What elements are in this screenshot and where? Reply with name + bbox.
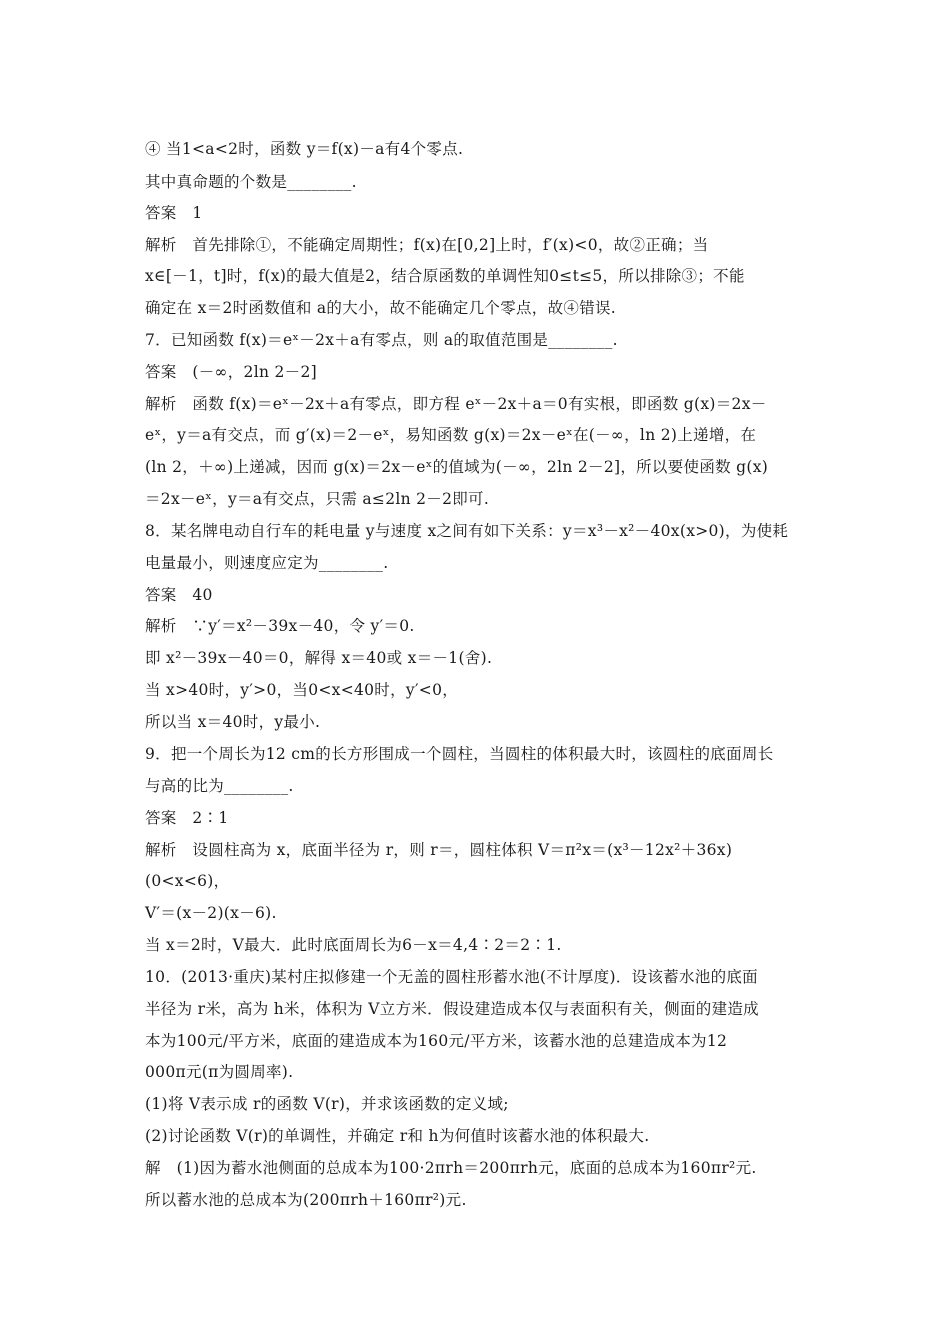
- text-line: (1)将 V表示成 r的函数 V(r)，并求该函数的定义域;: [145, 1095, 509, 1113]
- text-line: 解析 设圆柱高为 x，底面半径为 r，则 r＝，圆柱体积 V＝π²x＝(x³－12x²＋36x): [145, 841, 733, 859]
- text-line: 10．(2013·重庆)某村庄拟修建一个无盖的圆柱形蓄水池(不计厚度)．设该蓄水池的底面: [145, 968, 758, 986]
- text-line: 本为100元/平方米，底面的建造成本为160元/平方米，该蓄水池的总建造成本为12: [145, 1032, 728, 1050]
- text-line: eˣ，y＝a有交点，而 g′(x)＝2－eˣ，易知函数 g(x)＝2x－eˣ在(－∞，ln 2)上递增，在: [145, 426, 757, 444]
- text-line: (2)讨论函数 V(r)的单调性，并确定 r和 h为何值时该蓄水池的体积最大.: [145, 1127, 650, 1145]
- text-line: 解 (1)因为蓄水池侧面的总成本为100·2πrh＝200πrh元，底面的总成本为160πr²元.: [145, 1159, 757, 1177]
- text-line: ④ 当1<a<2时，函数 y＝f(x)－a有4个零点.: [145, 140, 464, 158]
- text-line: 当 x>40时，y′>0，当0<x<40时，y′<0，: [145, 681, 459, 699]
- text-line: (ln 2，＋∞)上递减，因而 g(x)＝2x－eˣ的值域为(－∞，2ln 2－2]，所以要使函数 g(x): [145, 458, 769, 476]
- text-line: 答案 (－∞，2ln 2－2]: [145, 363, 317, 381]
- text-line: 与高的比为________.: [145, 777, 294, 795]
- text-line: 解析 ∵y′＝x²－39x－40，令 y′＝0.: [145, 617, 415, 635]
- text-line: 解析 函数 f(x)＝eˣ－2x＋a有零点，即方程 eˣ－2x＋a＝0有实根，即函数 g(x)＝2x－: [145, 395, 767, 413]
- text-line: 其中真命题的个数是________.: [145, 173, 357, 191]
- text-line: 答案 2∶1: [145, 809, 229, 827]
- text-line: 000π元(π为圆周率).: [145, 1063, 294, 1081]
- text-line: 7．已知函数 f(x)＝eˣ－2x＋a有零点，则 a的取值范围是________.: [145, 331, 618, 349]
- text-line: x∈[－1，t]时，f(x)的最大值是2，结合原函数的单调性知0≤t≤5，所以排除③；不能: [145, 267, 745, 285]
- text-line: ＝2x－eˣ，y＝a有交点，只需 a≤2ln 2－2即可.: [145, 490, 490, 508]
- text-line: 电量最小，则速度应定为________.: [145, 554, 389, 572]
- text-line: 8．某名牌电动自行车的耗电量 y与速度 x之间有如下关系：y＝x³－x²－40x(x>0)，为使耗: [145, 522, 789, 540]
- text-line: 半径为 r米，高为 h米，体积为 V立方米．假设建造成本仅与表面积有关，侧面的建造成: [145, 1000, 759, 1018]
- text-line: 所以当 x＝40时，y最小.: [145, 713, 321, 731]
- text-line: 9．把一个周长为12 cm的长方形围成一个圆柱，当圆柱的体积最大时，该圆柱的底面周长: [145, 745, 774, 763]
- text-line: 解析 首先排除①，不能确定周期性；f(x)在[0,2]上时，f′(x)<0，故②正确；当: [145, 236, 709, 254]
- text-line: 确定在 x＝2时函数值和 a的大小，故不能确定几个零点，故④错误.: [145, 299, 617, 317]
- text-line: 即 x²－39x－40＝0，解得 x＝40或 x＝－1(舍).: [145, 649, 493, 667]
- text-line: 答案 40: [145, 586, 213, 604]
- text-line: 当 x＝2时，V最大．此时底面周长为6－x＝4,4∶2＝2∶1.: [145, 936, 562, 954]
- text-line: 答案 1: [145, 204, 203, 222]
- text-line: V′＝(x－2)(x－6).: [145, 904, 277, 922]
- text-line: 所以蓄水池的总成本为(200πrh＋160πr²)元.: [145, 1191, 467, 1209]
- text-line: (0<x<6)，: [145, 872, 230, 890]
